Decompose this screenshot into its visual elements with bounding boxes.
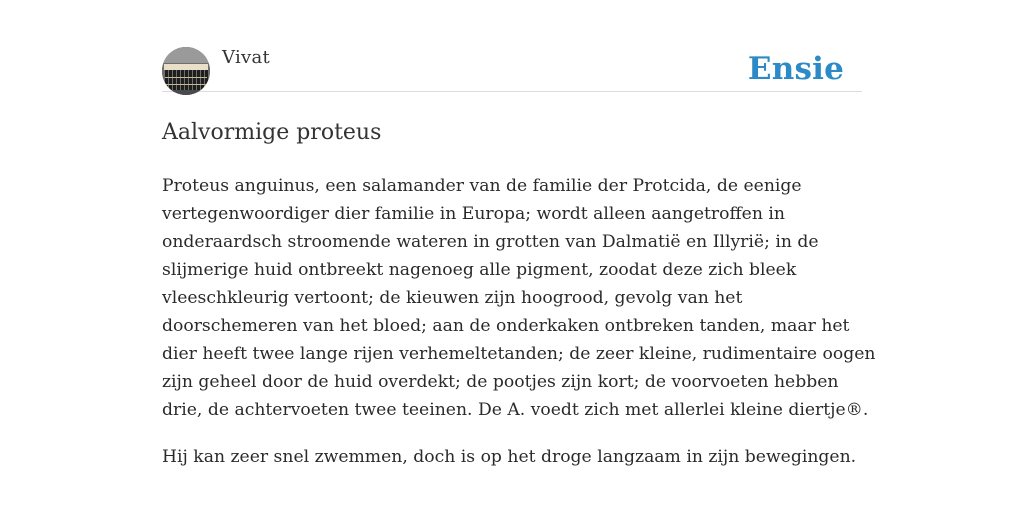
source-avatar[interactable]	[162, 47, 210, 95]
body-paragraph: Proteus anguinus, een salamander van de familie der Protcida, de eenige vertegenwoordiger dier familie in Europa; wordt alleen aangetroffen in onderaardsch stroomende wateren in grotten van Dalmatië en Illyrië; in de slijmerige huid ontbreekt nagenoeg alle pigment, zoodat deze zich bleek vleeschkleurig vertoont; de kieuwen zijn hoogrood, gevolg van het doorschemeren van het bloed; aan de onderkaken ontbreken tanden, maar het dier heeft twee lange rijen verhemeltetanden; de zeer kleine, rudimentaire oogen zijn geheel door de huid overdekt; de pootjes zijn kort; de voorvoeten hebben drie, de achtervoeten twee teeinen. De A. voedt zich met allerlei kleine diertje®.	[162, 176, 876, 420]
book-stack-icon	[162, 47, 210, 95]
body-paragraph: Hij kan zeer snel zwemmen, doch is op het droge langzaam in zijn bewegingen.	[162, 447, 857, 467]
source-name[interactable]: Vivat	[222, 47, 271, 68]
article-card	[162, 46, 876, 490]
article-body	[162, 172, 882, 471]
brand-logo[interactable]: Ensie	[747, 51, 844, 87]
article-title: Aalvormige proteus	[162, 120, 382, 145]
article-header	[162, 46, 862, 92]
